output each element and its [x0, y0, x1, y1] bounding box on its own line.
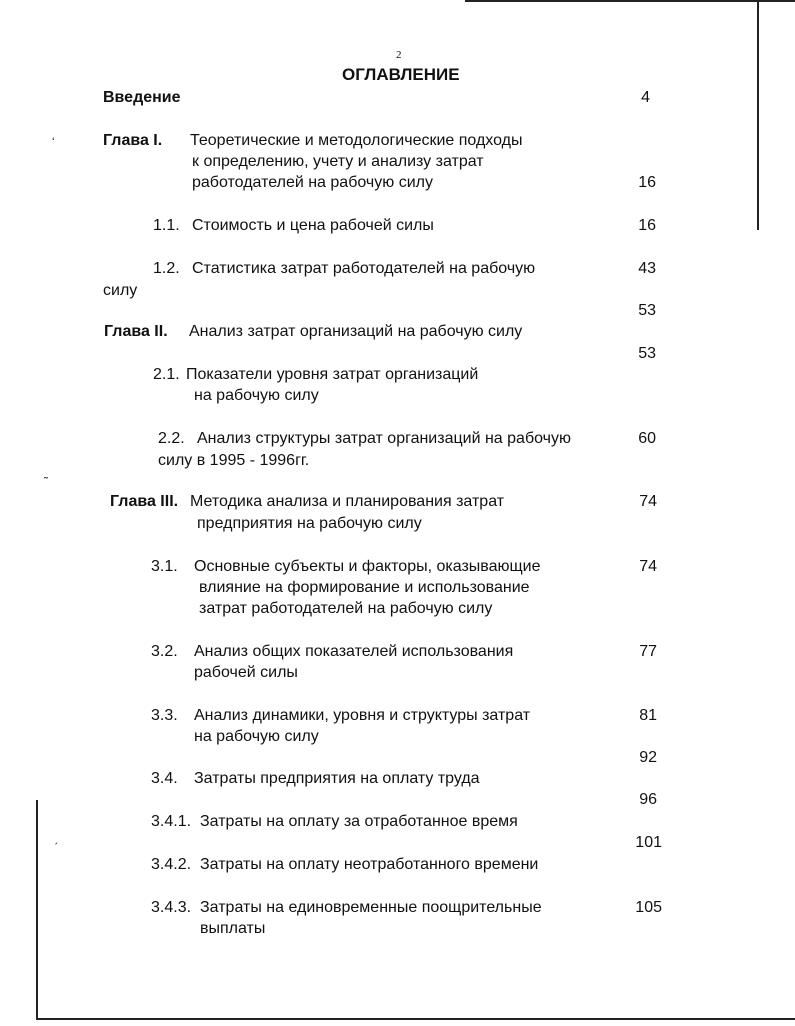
chapter1-title-line1: Теоретические и методологические подходы: [190, 132, 523, 149]
section-1-1-page: 16: [638, 217, 656, 234]
section-3-2-page: 77: [639, 643, 657, 660]
section-3-2-num: 3.2.: [151, 643, 178, 660]
section-2-2-title-line2: силу в 1995 - 1996гг.: [158, 452, 310, 469]
section-3-4-3-page: 105: [635, 899, 662, 916]
section-3-3-page: 81: [639, 707, 657, 724]
orphan-page-number: 101: [635, 834, 662, 851]
section-1-2-title-line2: силу: [103, 282, 138, 299]
scan-speck: ˷: [44, 465, 48, 479]
chapter1-title-line2: к определению, учету и анализу затрат: [192, 153, 484, 170]
orphan-page-number: 53: [638, 302, 656, 319]
page-number: 2: [396, 49, 402, 61]
chapter1-title-line3: работодателей на рабочую силу: [192, 174, 433, 191]
section-1-2-num: 1.2.: [153, 260, 180, 277]
chapter1-label: Глава I.: [103, 132, 163, 149]
section-2-2-num: 2.2.: [158, 430, 185, 447]
orphan-page-number: 96: [639, 791, 657, 808]
section-3-3-title-line1: Анализ динамики, уровня и структуры затрат: [194, 707, 531, 724]
section-3-4-title: Затраты предприятия на оплату труда: [194, 770, 480, 787]
section-2-1-title-line2: на рабочую силу: [194, 387, 319, 404]
scan-speck: ˏ: [54, 831, 58, 845]
section-3-4-3-num: 3.4.3.: [151, 899, 192, 916]
section-3-1-page: 74: [639, 558, 657, 575]
section-3-4-1-title: Затраты на оплату за отработанное время: [200, 813, 518, 830]
section-3-3-title-line2: на рабочую силу: [194, 728, 319, 745]
chapter3-label: Глава III.: [110, 493, 179, 510]
section-3-4-2-num: 3.4.2.: [151, 856, 192, 873]
section-3-1-title-line2: влияние на формирование и использование: [199, 579, 530, 596]
intro-label: Введение: [103, 89, 181, 106]
section-3-4-3-title-line2: выплаты: [200, 920, 266, 937]
chapter2-title: Анализ затрат организаций на рабочую силу: [189, 323, 523, 340]
section-3-1-title-line3: затрат работодателей на рабочую силу: [199, 600, 493, 617]
section-1-1-title: Стоимость и цена рабочей силы: [192, 217, 434, 234]
chapter3-page: 74: [639, 493, 657, 510]
scan-border-bottom: [36, 1018, 795, 1020]
scan-speck: ʻ: [52, 135, 55, 149]
scan-border-right: [757, 0, 759, 230]
section-3-4-num: 3.4.: [151, 770, 178, 787]
section-3-4-1-num: 3.4.1.: [151, 813, 192, 830]
section-1-1-num: 1.1.: [153, 217, 180, 234]
section-3-4-3-title-line1: Затраты на единовременные поощрительные: [200, 899, 542, 916]
section-2-2-page: 60: [638, 430, 656, 447]
orphan-page-number: 53: [638, 345, 656, 362]
section-3-1-num: 3.1.: [151, 558, 178, 575]
section-3-2-title-line2: рабочей силы: [194, 664, 298, 681]
chapter3-title-line1: Методика анализа и планирования затрат: [190, 493, 505, 510]
section-3-4-2-title: Затраты на оплату неотработанного времени: [200, 856, 539, 873]
section-3-3-num: 3.3.: [151, 707, 178, 724]
section-1-2-page: 43: [638, 260, 656, 277]
section-1-2-title-line1: Статистика затрат работодателей на рабочую: [192, 260, 536, 277]
scan-border-left: [36, 800, 38, 1020]
section-3-2-title-line1: Анализ общих показателей использования: [194, 643, 514, 660]
section-3-1-title-line1: Основные субъекты и факторы, оказывающие: [194, 558, 541, 575]
chapter1-page: 16: [638, 174, 656, 191]
chapter2-label: Глава II.: [104, 323, 168, 340]
orphan-page-number: 92: [639, 749, 657, 766]
section-2-2-title-line1: Анализ структуры затрат организаций на рабочую: [197, 430, 571, 447]
intro-page: 4: [641, 89, 650, 106]
section-2-1-num: 2.1.: [153, 366, 180, 383]
page-title: ОГЛАВЛЕНИЕ: [342, 65, 460, 84]
chapter3-title-line2: предприятия на рабочую силу: [197, 515, 422, 532]
section-2-1-title-line1: Показатели уровня затрат организаций: [186, 366, 479, 383]
scan-border-top: [465, 0, 795, 2]
